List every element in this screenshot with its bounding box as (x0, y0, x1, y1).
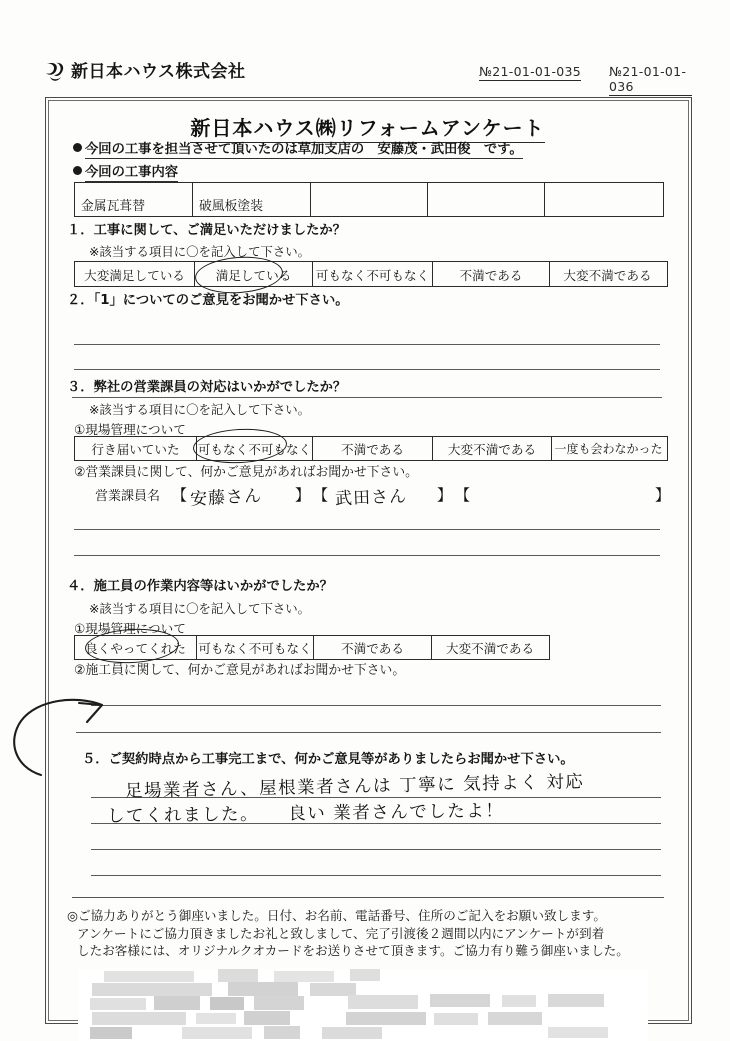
form-title-text: 新日本ハウス㈱リフォームアンケート (190, 116, 544, 143)
name-bracket-close: 】 (437, 486, 453, 504)
footer-line-1: ◎ご協力ありがとう御座いました。日付、お名前、電話番号、住所のご記入をお願い致します。 (67, 908, 606, 923)
sales-staff-name-handwritten-1: 安藤さん (189, 486, 263, 510)
document-number-2: №21-01-01-036 (609, 64, 692, 96)
company-logo (44, 60, 246, 84)
question-5-heading: ５．ご契約時点から工事完工まで、何かご意見等がありましたらお聞かせ下さい。 (82, 752, 574, 767)
q2-answer-line[interactable] (74, 369, 660, 370)
work-cell: 金属瓦葺替 (75, 183, 193, 216)
question-3-sub2-label: ②営業課員に関して、何かご意見があればお聞かせ下さい。 (74, 465, 418, 480)
bullet-icon (73, 166, 82, 175)
q1-option[interactable]: 満足している (195, 262, 313, 286)
staff-intro-line (73, 142, 523, 158)
q4-option[interactable]: 可もなく不可もなく (197, 636, 314, 659)
q4-option[interactable]: 良くやってくれた (75, 636, 197, 659)
name-bracket-close: 】 (295, 486, 311, 504)
question-3-note: ※該当する項目に〇を記入して下さい。 (89, 402, 311, 417)
company-name: 新日本ハウス株式会社 (71, 62, 246, 82)
sales-staff-name-label: 営業課員名 (95, 489, 161, 504)
work-cell (545, 183, 661, 216)
q4-option[interactable]: 不満である (314, 636, 432, 659)
form-title (45, 112, 690, 141)
q4-answer-line[interactable] (76, 732, 661, 733)
question-3-options-table (74, 436, 668, 461)
q3-answer-line[interactable] (74, 529, 660, 530)
work-content-label: 今回の工事内容 (85, 165, 179, 180)
q5-answer-line[interactable] (91, 849, 661, 850)
redacted-personal-info (78, 969, 648, 1041)
q1-option[interactable]: 大変満足している (75, 262, 195, 286)
question-3-heading: ３．弊社の営業課員の対応はいかがでしたか？ (67, 380, 347, 395)
q4-option[interactable]: 大変不満である (445, 641, 535, 656)
staff-intro-text: 今回の工事を担当させて頂いたのは草加支店の 安藤茂・武田俊 です。 (85, 142, 523, 157)
footer-line-2: アンケートにご協力頂きましたお礼と致しまして、完了引渡後２週間以内にアンケートが到着 (77, 925, 605, 941)
document-number-1: №21-01-01-035 (479, 64, 582, 79)
q3-option[interactable]: 可もなく不可もなく (197, 437, 313, 460)
question-1-note: ※該当する項目に〇を記入して下さい。 (89, 244, 311, 259)
name-bracket-close: 】 (655, 486, 671, 504)
work-content-table (74, 182, 664, 217)
q5-answer-handwritten-1: 足場業者さん、屋根業者さんは 丁寧に 気持よく 対応 (124, 772, 585, 802)
q1-option[interactable]: 大変不満である (563, 267, 652, 283)
question-3-sub1-label: ①現場管理について (74, 422, 186, 437)
handwritten-arrow-icon (7, 689, 117, 793)
bullet-icon (73, 143, 82, 152)
footer-line-3: したお客様には、オリジナルクオカードをお送りさせて頂きます。ご協力有り難う御座いました。 (77, 943, 629, 958)
question-4-options-table (74, 635, 550, 660)
q3-answer-line[interactable] (74, 555, 660, 556)
q3-option[interactable]: 不満である (313, 437, 433, 460)
question-1-options-table (74, 261, 668, 287)
work-cell (311, 183, 428, 216)
work-cell (428, 183, 545, 216)
swirl-logo-mark-icon (44, 60, 66, 84)
q4-answer-line[interactable] (91, 705, 661, 706)
question-4-note: ※該当する項目に〇を記入して下さい。 (89, 601, 311, 616)
q3-option[interactable]: 一度も会わなかった (554, 442, 663, 456)
sales-staff-name-handwritten-2: 武田さん (334, 486, 408, 510)
question-4-sub1-label: ①現場管理について (74, 621, 186, 636)
q3-option[interactable]: 大変不満である (433, 437, 552, 460)
document-header (44, 60, 692, 94)
form-content (45, 97, 692, 1025)
name-bracket-open: 【 (455, 486, 471, 504)
q5-answer-line[interactable] (91, 875, 661, 876)
q2-answer-line[interactable] (74, 344, 660, 345)
name-bracket-open: 【 (172, 486, 188, 504)
question-2-heading: ２．「1」についてのご意見をお聞かせ下さい。 (67, 293, 349, 308)
q2-answer-line[interactable] (72, 397, 662, 398)
question-4-sub2-label: ②施工員に関して、何かご意見があればお聞かせ下さい。 (74, 663, 406, 678)
question-4-heading: ４．施工員の作業内容等はいかがでしたか？ (67, 579, 333, 594)
q3-option[interactable]: 行き届いていた (75, 437, 197, 460)
work-cell: 破風板塗装 (193, 183, 311, 216)
q1-option[interactable]: 不満である (433, 262, 550, 286)
footer-note (67, 907, 677, 960)
footer-separator (72, 897, 664, 898)
question-1-heading: １．工事に関して、ご満足いただけましたか？ (67, 223, 346, 238)
work-content-label-line (73, 165, 178, 181)
name-bracket-open: 【 (313, 486, 329, 504)
q1-option[interactable]: 可もなく不可もなく (313, 262, 433, 286)
q5-answer-handwritten-2: してくれました。 良い 業者さんでしたよ！ (106, 801, 505, 827)
